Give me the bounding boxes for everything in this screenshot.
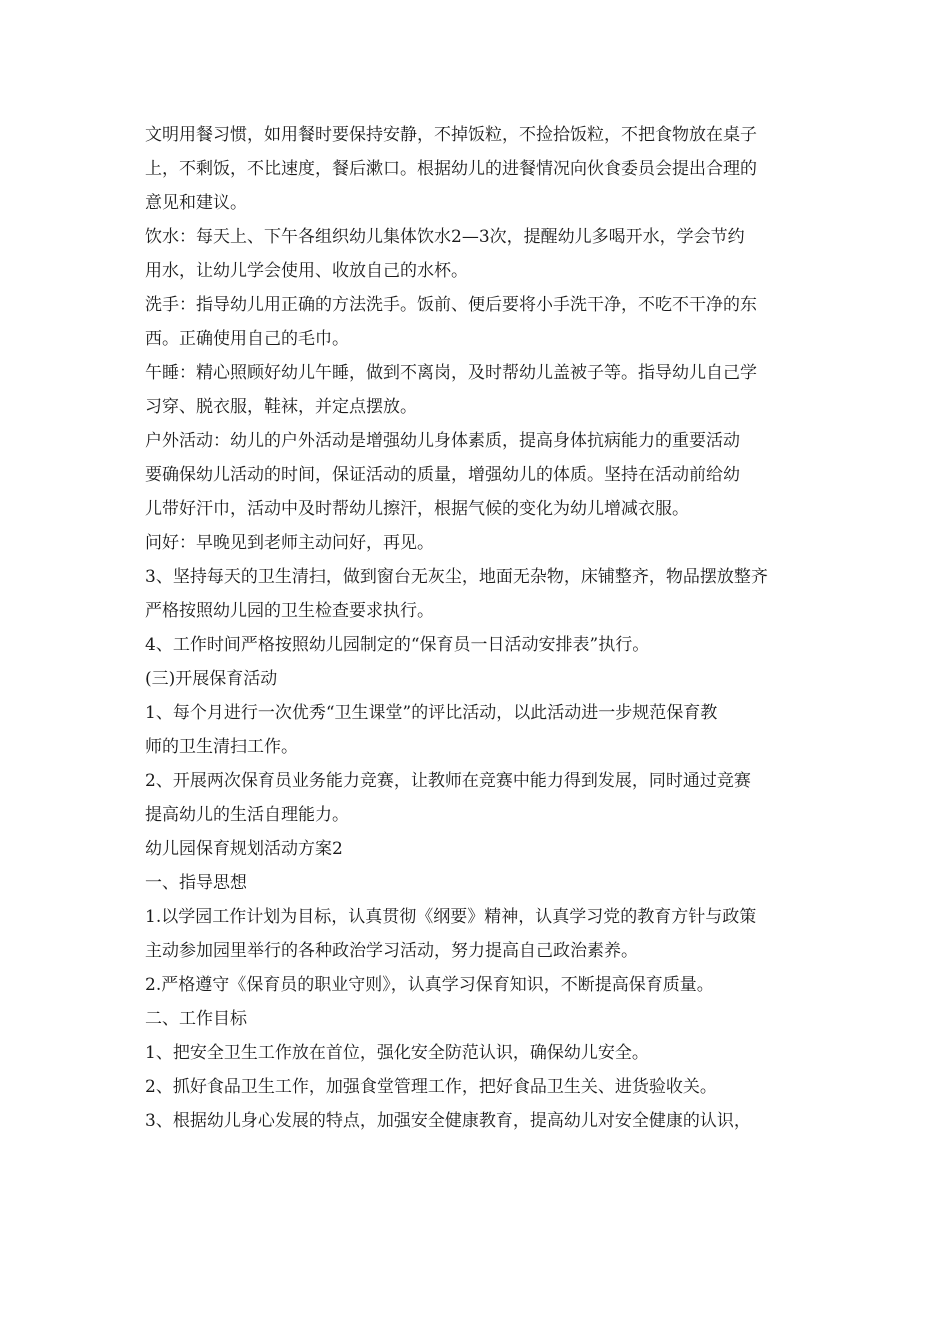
text-line: 习穿、脱衣服，鞋袜，并定点摆放。 — [145, 397, 417, 417]
text-line: 午睡：精心照顾好幼儿午睡，做到不离岗，及时帮幼儿盖被子等。指导幼儿自己学 — [145, 363, 757, 383]
text-line: 师的卫生清扫工作。 — [145, 737, 298, 757]
text-line: 提高幼儿的生活自理能力。 — [145, 805, 349, 825]
text-line: 2.严格遵守《保育员的职业守则》，认真学习保育知识，不断提高保育质量。 — [145, 975, 714, 995]
section-heading: (三)开展保育活动 — [145, 669, 278, 689]
text-line: 文明用餐习惯，如用餐时要保持安静，不掉饭粒，不捡拾饭粒，不把食物放在桌子 — [145, 125, 757, 145]
text-line: 1.以学园工作计划为目标，认真贯彻《纲要》精神，认真学习党的教育方针与政策 — [145, 907, 757, 927]
text-line: 儿带好汗巾，活动中及时帮幼儿擦汗，根据气候的变化为幼儿增减衣服。 — [145, 499, 689, 519]
text-line: 上，不剩饭，不比速度，餐后漱口。根据幼儿的进餐情况向伙食委员会提出合理的 — [145, 159, 757, 179]
text-line: 问好：早晚见到老师主动问好，再见。 — [145, 533, 434, 553]
text-line: 2、抓好食品卫生工作，加强食堂管理工作，把好食品卫生关、进货验收关。 — [145, 1077, 717, 1097]
text-line: 户外活动：幼儿的户外活动是增强幼儿身体素质，提高身体抗病能力的重要活动 — [145, 431, 740, 451]
text-line: 西。正确使用自己的毛巾。 — [145, 329, 349, 349]
text-line: 2、开展两次保育员业务能力竞赛，让教师在竞赛中能力得到发展，同时通过竞赛 — [145, 771, 751, 791]
text-line: 1、每个月进行一次优秀“卫生课堂”的评比活动，以此活动进一步规范保育教 — [145, 703, 718, 723]
text-line: 要确保幼儿活动的时间，保证活动的质量，增强幼儿的体质。坚持在活动前给幼 — [145, 465, 740, 485]
text-line: 4、工作时间严格按照幼儿园制定的“保育员一日活动安排表”执行。 — [145, 635, 650, 655]
section-heading: 二、工作目标 — [145, 1009, 247, 1029]
text-line: 主动参加园里举行的各种政治学习活动，努力提高自己政治素养。 — [145, 941, 638, 961]
document-subtitle: 幼儿园保育规划活动方案2 — [145, 839, 343, 859]
text-line: 1、把安全卫生工作放在首位，强化安全防范认识，确保幼儿安全。 — [145, 1043, 649, 1063]
text-line: 严格按照幼儿园的卫生检查要求执行。 — [145, 601, 434, 621]
document-body — [145, 118, 809, 1138]
text-line: 3、坚持每天的卫生清扫，做到窗台无灰尘，地面无杂物，床铺整齐，物品摆放整齐 — [145, 567, 768, 587]
text-line: 饮水：每天上、下午各组织幼儿集体饮水2—3次，提醒幼儿多喝开水，学会节约 — [145, 227, 745, 247]
section-heading: 一、指导思想 — [145, 873, 247, 893]
text-line: 洗手：指导幼儿用正确的方法洗手。饭前、便后要将小手洗干净，不吃不干净的东 — [145, 295, 757, 315]
text-line: 用水，让幼儿学会使用、收放自己的水杯。 — [145, 261, 468, 281]
text-line: 意见和建议。 — [145, 193, 247, 213]
text-line: 3、根据幼儿身心发展的特点，加强安全健康教育，提高幼儿对安全健康的认识， — [145, 1111, 751, 1131]
